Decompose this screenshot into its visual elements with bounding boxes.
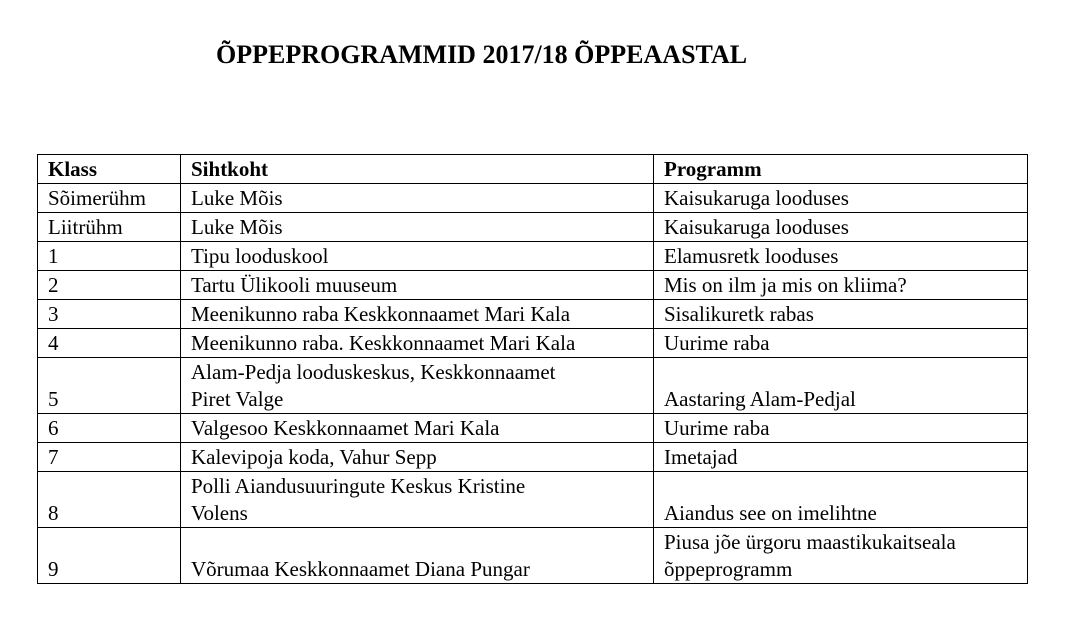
programm-cell: Uurime raba [654, 414, 1028, 443]
table-row [38, 184, 1028, 213]
sihtkoht-line: Alam-Pedja looduskeskus, Keskkonnaamet [191, 360, 556, 384]
sihtkoht-cell: Meenikunno raba Keskkonnaamet Mari Kala [181, 300, 654, 329]
sihtkoht-cell: Valgesoo Keskkonnaamet Mari Kala [181, 414, 654, 443]
programm-cell: Mis on ilm ja mis on kliima? [654, 271, 1028, 300]
klass-cell: 4 [38, 329, 181, 358]
table-row [38, 329, 1028, 358]
programm-cell: Sisalikuretk rabas [654, 300, 1028, 329]
table-row [38, 242, 1028, 271]
table-row [38, 213, 1028, 242]
table-row [38, 358, 1028, 414]
sihtkoht-cell: Võrumaa Keskkonnaamet Diana Pungar [181, 528, 654, 584]
header-klass: Klass [38, 155, 181, 184]
sihtkoht-cell [181, 472, 654, 528]
document-title: ÕPPEPROGRAMMID 2017/18 ÕPPEAASTAL [216, 40, 748, 69]
programm-cell: Aiandus see on imelihtne [654, 472, 1028, 528]
header-sihtkoht: Sihtkoht [181, 155, 654, 184]
sihtkoht-cell [181, 358, 654, 414]
klass-cell: 2 [38, 271, 181, 300]
programm-line: õppeprogramm [664, 557, 793, 581]
table-row [38, 472, 1028, 528]
sihtkoht-line: Piret Valge [191, 387, 284, 411]
programm-cell: Kaisukaruga looduses [654, 184, 1028, 213]
sihtkoht-cell: Tartu Ülikooli muuseum [181, 271, 654, 300]
sihtkoht-cell: Tipu looduskool [181, 242, 654, 271]
klass-cell: 6 [38, 414, 181, 443]
sihtkoht-line: Polli Aiandusuuringute Keskus Kristine [191, 474, 526, 498]
programm-line: Piusa jõe ürgoru maastikukaitseala [664, 530, 956, 554]
klass-cell: 8 [38, 472, 181, 528]
table-header-row [38, 155, 1028, 184]
table-row [38, 528, 1028, 584]
programm-cell: Kaisukaruga looduses [654, 213, 1028, 242]
klass-cell: 1 [38, 242, 181, 271]
table-row [38, 414, 1028, 443]
klass-cell: Liitrühm [38, 213, 181, 242]
sihtkoht-cell: Meenikunno raba. Keskkonnaamet Mari Kala [181, 329, 654, 358]
klass-cell: 7 [38, 443, 181, 472]
klass-cell: 9 [38, 528, 181, 584]
klass-cell: 5 [38, 358, 181, 414]
programm-cell [654, 528, 1028, 584]
klass-cell: Sõimerühm [38, 184, 181, 213]
programm-cell: Elamusretk looduses [654, 242, 1028, 271]
sihtkoht-cell: Luke Mõis [181, 184, 654, 213]
sihtkoht-cell: Kalevipoja koda, Vahur Sepp [181, 443, 654, 472]
table-row [38, 300, 1028, 329]
programm-cell: Imetajad [654, 443, 1028, 472]
header-programm: Programm [654, 155, 1028, 184]
programs-table [37, 154, 1028, 584]
sihtkoht-line: Volens [191, 501, 248, 525]
table-row [38, 443, 1028, 472]
programm-cell: Aastaring Alam-Pedjal [654, 358, 1028, 414]
klass-cell: 3 [38, 300, 181, 329]
sihtkoht-cell: Luke Mõis [181, 213, 654, 242]
programm-cell: Uurime raba [654, 329, 1028, 358]
table-row [38, 271, 1028, 300]
